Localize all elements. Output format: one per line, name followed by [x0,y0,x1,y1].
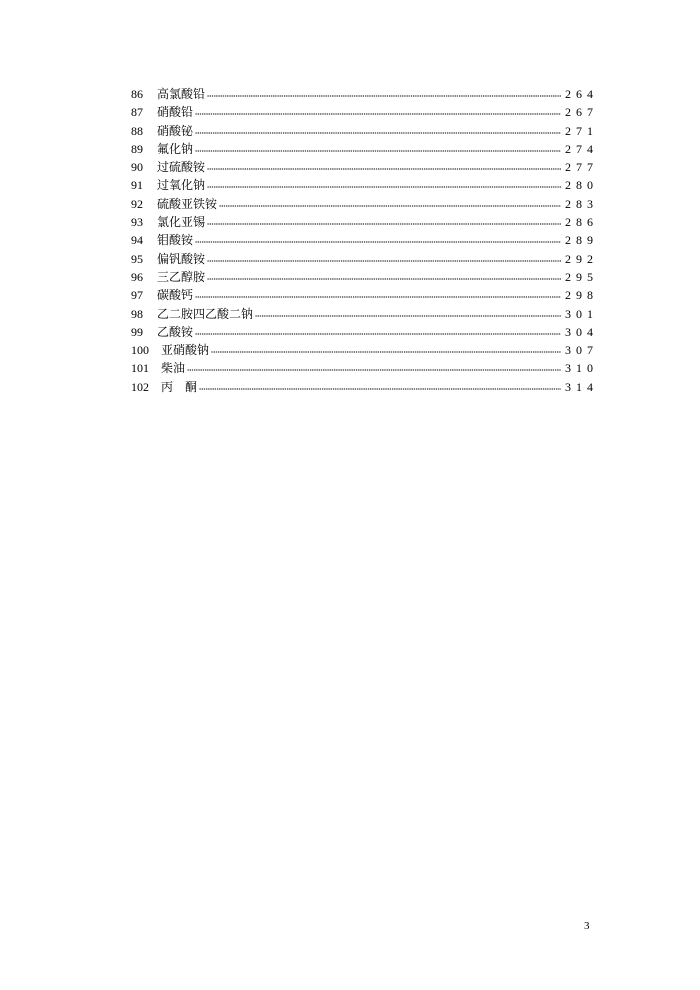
dot-leader [195,287,561,299]
dot-leader [207,86,561,98]
toc-entry[interactable] [131,305,598,323]
entry-number: 99 [131,324,143,339]
toc-entry[interactable] [131,341,598,359]
entry-page: 283 [565,196,598,211]
dot-leader [195,232,561,244]
dot-leader [219,196,561,208]
entry-number: 97 [131,288,143,303]
entry-number: 90 [131,160,143,175]
toc-entry[interactable] [131,140,598,158]
dot-leader [211,342,561,354]
entry-page: 271 [565,123,598,138]
dot-leader [207,214,561,226]
entry-number: 86 [131,87,143,101]
dot-leader [207,177,561,189]
entry-number: 92 [131,196,143,211]
dot-leader [187,360,561,372]
entry-page: 307 [565,343,598,358]
entry-title: 柴油 [161,361,186,376]
entry-title: 偏钒酸铵 [157,251,206,266]
entry-title: 硫酸亚铁铵 [157,196,218,211]
toc-entry[interactable] [131,359,598,377]
entry-page: 280 [565,178,598,193]
entry-number: 96 [131,269,143,284]
dot-leader [207,251,561,263]
entry-title: 硝酸铅 [157,105,194,120]
entry-number: 87 [131,105,143,120]
toc-entry[interactable] [131,85,598,103]
entry-page: 304 [565,324,598,339]
entry-title: 丙 酮 [161,379,198,394]
entry-title: 亚硝酸钠 [161,343,210,358]
entry-title: 硝酸铋 [157,123,194,138]
entry-title: 乙二胺四乙酸二钠 [157,306,254,321]
toc-entry[interactable] [131,250,598,268]
entry-page: 295 [565,269,598,284]
dot-leader [207,159,561,171]
entry-number: 98 [131,306,143,321]
entry-title: 过硫酸铵 [157,160,206,175]
entry-page: 289 [565,233,598,248]
dot-leader [195,104,561,116]
entry-title: 碳酸钙 [157,288,194,303]
toc-entry[interactable] [131,158,598,176]
entry-page: 267 [565,105,598,120]
entry-title: 氯化亚锡 [157,215,206,230]
entry-number: 100 [131,343,149,358]
entry-number: 94 [131,233,143,248]
entry-number: 93 [131,215,143,230]
entry-title: 钼酸铵 [157,233,194,248]
dot-leader [195,123,561,135]
toc-entry[interactable] [131,213,598,231]
toc-entry[interactable] [131,286,598,304]
entry-page: 292 [565,251,598,266]
toc-entry[interactable] [131,122,598,140]
toc-entry[interactable] [131,268,598,286]
entry-number: 91 [131,178,143,193]
entry-page: 274 [565,141,598,156]
toc-entry[interactable] [131,103,598,121]
entry-title: 乙酸铵 [157,324,194,339]
dot-leader [199,379,561,391]
entry-title: 三乙醇胺 [157,269,206,284]
toc-entry[interactable] [131,378,598,396]
entry-page: 298 [565,288,598,303]
dot-leader [195,141,561,153]
entry-page: 310 [565,361,598,376]
entry-number: 102 [131,379,149,394]
entry-number: 101 [131,361,149,376]
toc-entry[interactable] [131,176,598,194]
entry-page: 286 [565,215,598,230]
dot-leader [195,324,561,336]
entry-page: 277 [565,160,598,175]
entry-page: 264 [565,87,598,101]
entry-number: 88 [131,123,143,138]
toc-entry[interactable] [131,195,598,213]
entry-number: 95 [131,251,143,266]
entry-page: 301 [565,306,598,321]
entry-title: 高氯酸铅 [157,87,206,101]
toc-entry[interactable] [131,231,598,249]
toc-entry[interactable] [131,323,598,341]
entry-title: 氟化钠 [157,141,194,156]
table-of-contents [131,85,598,396]
page-number: 3 [584,920,590,932]
entry-page: 314 [565,379,598,394]
dot-leader [207,269,561,281]
entry-title: 过氧化钠 [157,178,206,193]
dot-leader [255,306,561,318]
entry-number: 89 [131,141,143,156]
